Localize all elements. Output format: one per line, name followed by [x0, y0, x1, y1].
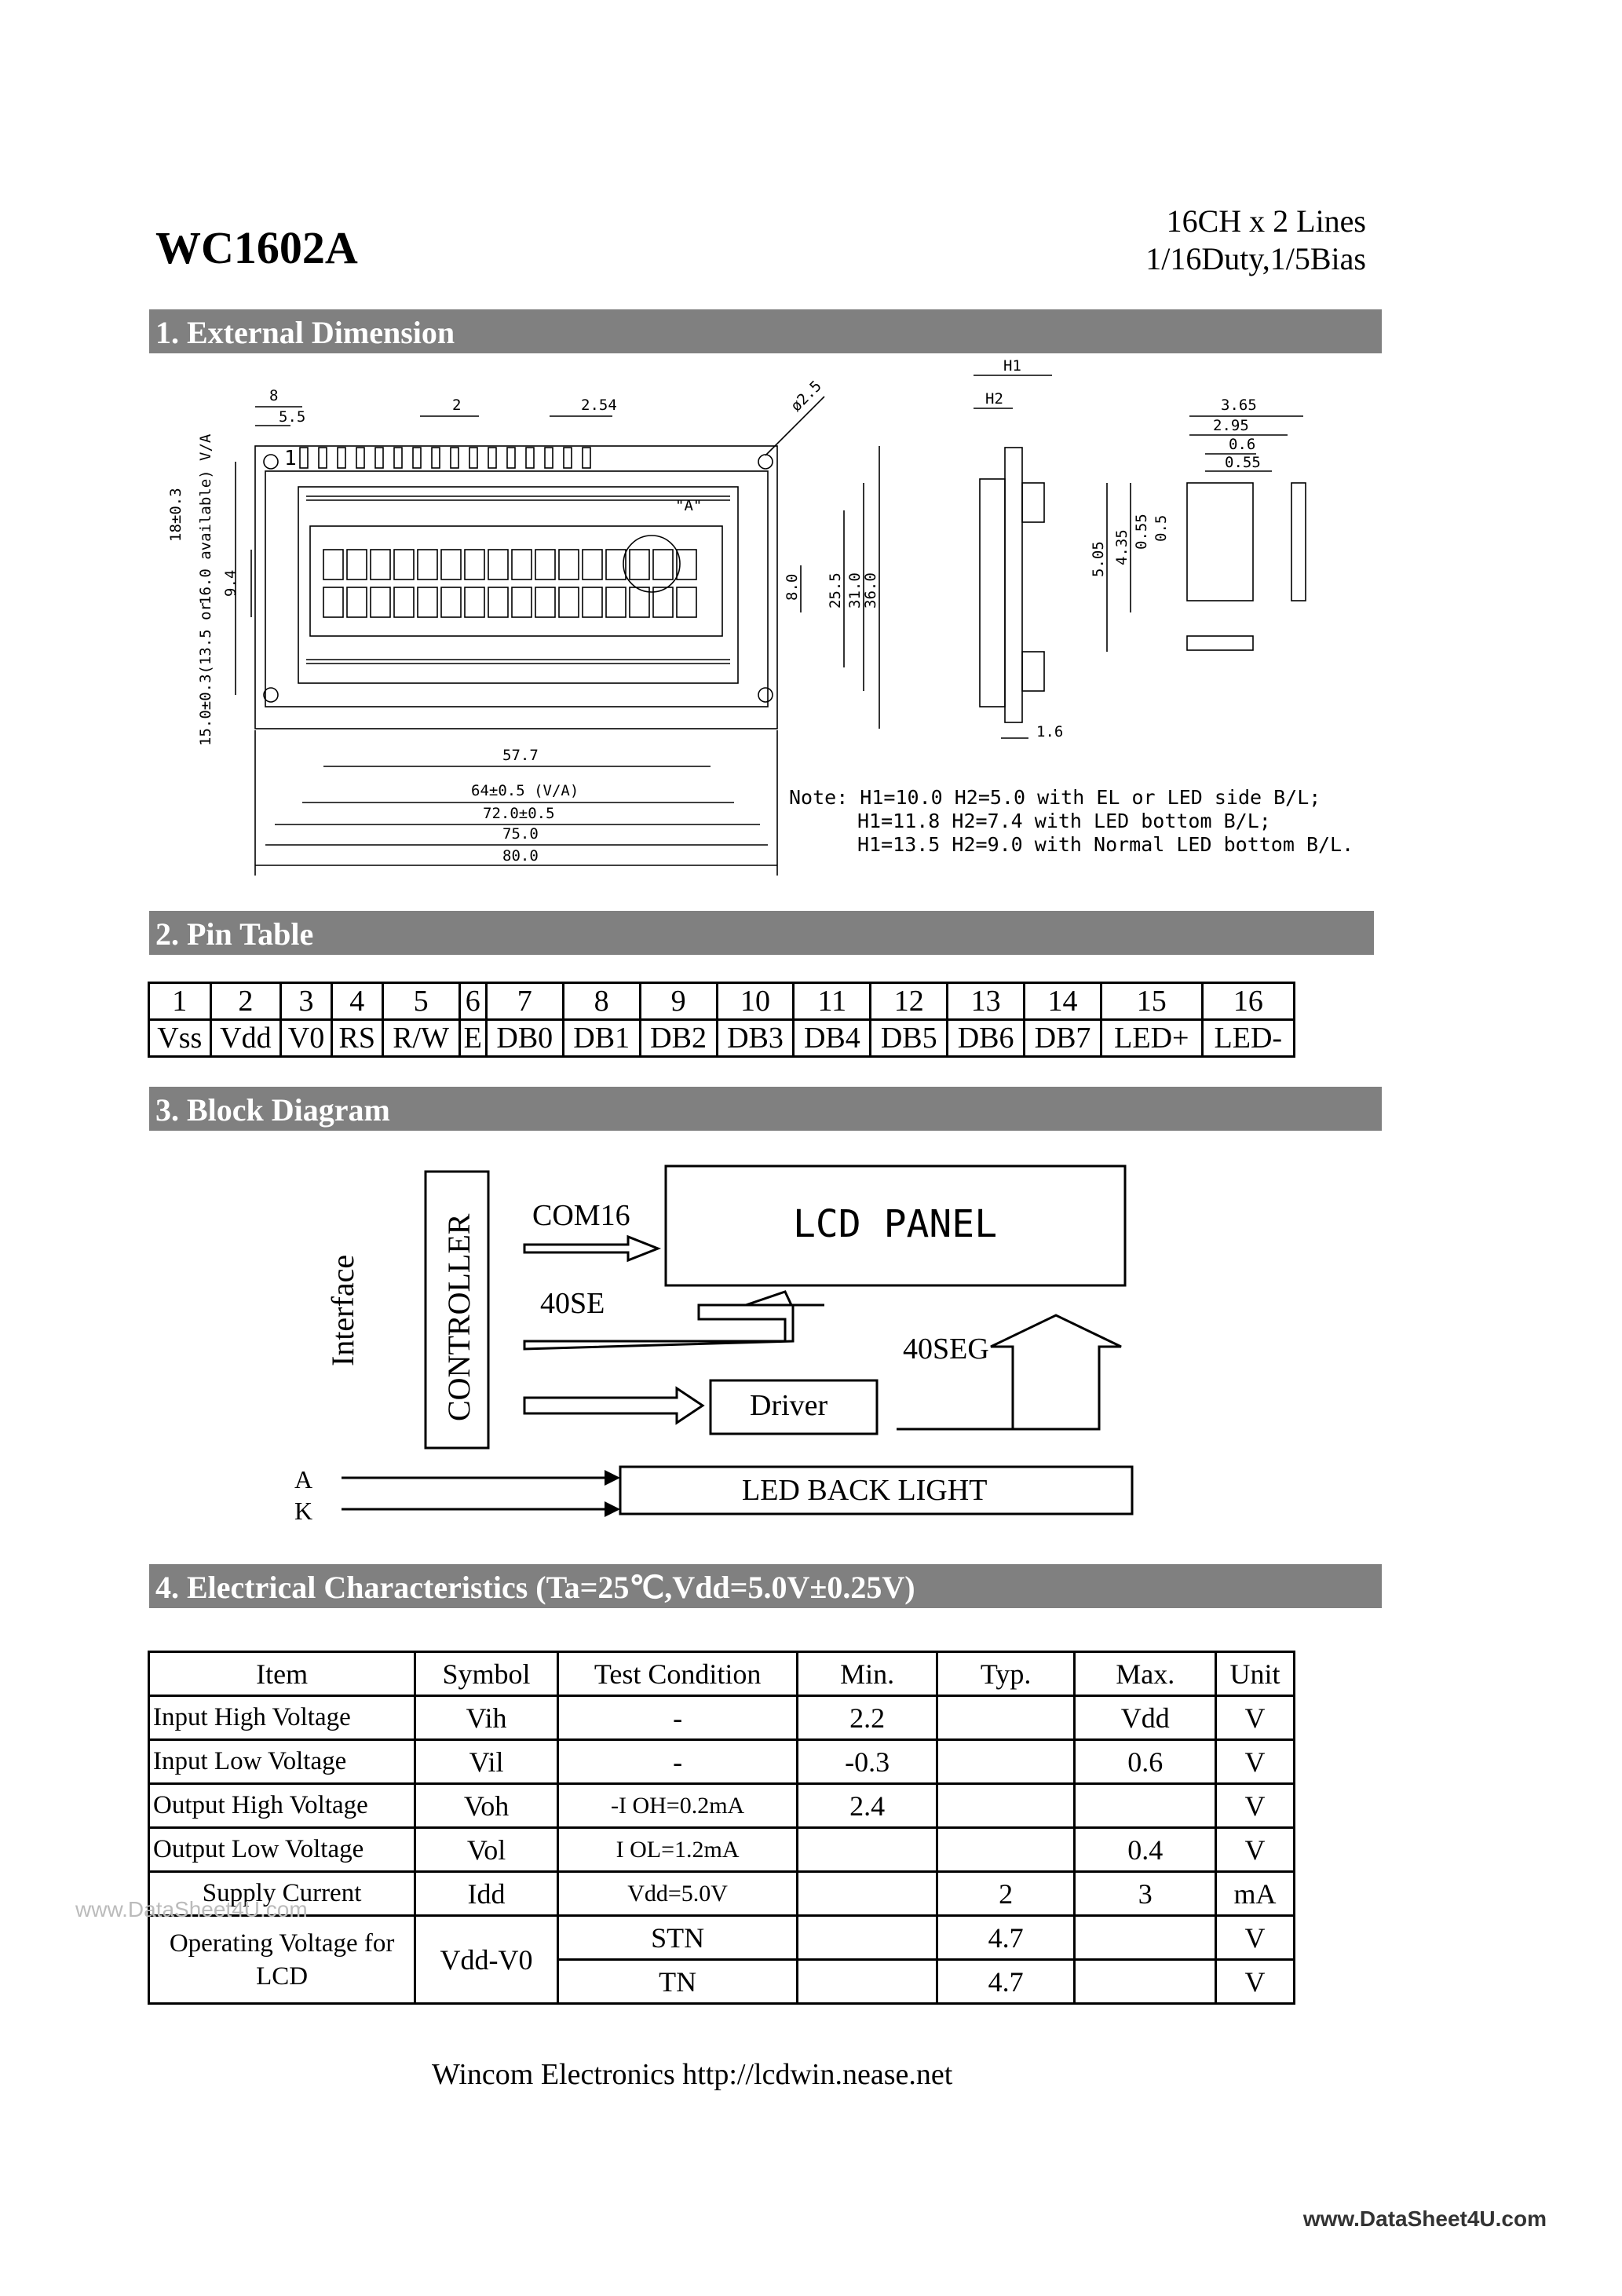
table-row: [149, 1784, 1295, 1828]
cell: -I OH=0.2mA: [557, 1784, 797, 1828]
pin-table: [148, 982, 1295, 1058]
cell: Operating Voltage for LCD: [149, 1916, 415, 2004]
pin-number: 13: [948, 983, 1025, 1020]
note-line: H1=11.8 H2=7.4 with LED bottom B/L;: [857, 810, 1271, 832]
pin-number: 9: [640, 983, 717, 1020]
dim-label: 36.0: [862, 572, 879, 609]
char-detail: [1187, 483, 1306, 650]
pin-number: 4: [331, 983, 382, 1020]
cell: [937, 1828, 1075, 1872]
column-header: Symbol: [415, 1652, 558, 1696]
dim-label: 2.95: [1213, 417, 1249, 434]
dim-label: 5.05: [1090, 541, 1107, 577]
cell: [1075, 1960, 1216, 2004]
dim-label: 64±0.5 (V/A): [471, 782, 579, 799]
dim-label: 15.0±0.3(13.5 or: [197, 601, 214, 746]
cell: [798, 1872, 937, 1916]
cell: Vdd=5.0V: [557, 1872, 797, 1916]
k-label: K: [294, 1497, 313, 1525]
detail-label: "A": [675, 497, 703, 514]
dim-label: 4.35: [1113, 529, 1131, 565]
pin-number-row: [149, 983, 1295, 1020]
section-bar-electrical: [149, 1564, 1382, 1608]
char-cells: [323, 550, 696, 617]
table-row: [149, 1740, 1295, 1784]
pin-name: RS: [331, 1020, 382, 1057]
pin-name: Vss: [149, 1020, 211, 1057]
section-title-electrical: 4. Electrical Characteristics (Ta=25℃,Vdd=5.0V±0.25V): [155, 1570, 915, 1605]
cell: Vol: [415, 1828, 558, 1872]
cell: Voh: [415, 1784, 558, 1828]
column-header: Item: [149, 1652, 415, 1696]
section-bar-pins: [149, 911, 1374, 955]
dim-label: 0.5: [1153, 514, 1170, 542]
block-diagram: [0, 1131, 1622, 1539]
pin-number: 1: [149, 983, 211, 1020]
cell: [1075, 1784, 1216, 1828]
cell: [937, 1740, 1075, 1784]
spec-line-2: 1/16Duty,1/5Bias: [1145, 241, 1366, 276]
dim-label: H1: [1003, 357, 1021, 375]
cell: V: [1216, 1740, 1295, 1784]
pin-name: DB0: [486, 1020, 563, 1057]
cell: -: [557, 1696, 797, 1740]
se-label: 40SE: [540, 1287, 605, 1320]
table-row: [149, 1696, 1295, 1740]
footer-company: Wincom Electronics http://lcdwin.nease.net: [432, 2058, 953, 2091]
cell: 2: [937, 1872, 1075, 1916]
seg-label: 40SEG: [903, 1333, 989, 1366]
cell: Vih: [415, 1696, 558, 1740]
side-view: [974, 375, 1052, 738]
dim-label: 80.0: [502, 847, 539, 865]
panel-label: LCD PANEL: [793, 1202, 998, 1246]
note-line: H1=13.5 H2=9.0 with Normal LED bottom B/L.: [857, 833, 1354, 856]
model-title: WC1602A: [155, 222, 358, 273]
driver-label: Driver: [750, 1389, 828, 1422]
cell: TN: [557, 1960, 797, 2004]
dim-label: 2.54: [581, 397, 617, 414]
pin-name: R/W: [382, 1020, 459, 1057]
dim-label: 18±0.3: [167, 488, 184, 542]
dim-label: 0.55: [1225, 454, 1261, 471]
pin1-label: 1: [284, 447, 297, 470]
cell: [798, 1916, 937, 1960]
column-header: Max.: [1075, 1652, 1216, 1696]
pin-number: 16: [1202, 983, 1294, 1020]
section-bar-dimension: [149, 309, 1382, 353]
cell: 2.2: [798, 1696, 937, 1740]
dim-label: 31.0: [846, 572, 864, 609]
dim-label: ø2.5: [787, 377, 825, 415]
arrow-k: [605, 1501, 620, 1517]
cell: V: [1216, 1916, 1295, 1960]
pin-number: 14: [1025, 983, 1101, 1020]
column-header: Min.: [798, 1652, 937, 1696]
pin-number: 8: [563, 983, 640, 1020]
cell: 4.7: [937, 1960, 1075, 2004]
section-title-dimension: 1. External Dimension: [155, 315, 455, 350]
pin-name: DB1: [563, 1020, 640, 1057]
dim-label: 3.65: [1221, 397, 1257, 414]
column-header: Typ.: [937, 1652, 1075, 1696]
column-header: Test Condition: [557, 1652, 797, 1696]
detail-a-circle: [623, 536, 680, 592]
pin-number: 6: [459, 983, 486, 1020]
mount-hole: [758, 455, 773, 469]
dim-label: 5.5: [279, 408, 306, 426]
cell: STN: [557, 1916, 797, 1960]
cell: [937, 1784, 1075, 1828]
column-header: Unit: [1216, 1652, 1295, 1696]
table-row: [149, 1828, 1295, 1872]
cell: Output High Voltage: [149, 1784, 415, 1828]
section-title-block: 3. Block Diagram: [155, 1092, 390, 1128]
pin-number: 5: [382, 983, 459, 1020]
dim-label: 72.0±0.5: [483, 805, 555, 822]
pin-number: 3: [281, 983, 332, 1020]
cell: 4.7: [937, 1916, 1075, 1960]
dim-label: 25.5: [827, 572, 844, 609]
pin-number: 12: [871, 983, 948, 1020]
table-row: [149, 1916, 1295, 1960]
cell: 0.6: [1075, 1740, 1216, 1784]
pin-row: [300, 448, 590, 468]
electrical-table: [148, 1651, 1295, 2005]
footer-site: www.DataSheet4U.com: [1302, 2206, 1547, 2231]
pin-number: 2: [210, 983, 281, 1020]
controller-label: CONTROLLER: [441, 1213, 477, 1421]
pin-name: E: [459, 1020, 486, 1057]
pin-name: LED+: [1101, 1020, 1202, 1057]
pin-number: 11: [794, 983, 871, 1020]
pin-name: DB7: [1025, 1020, 1101, 1057]
dim-label: 9.4: [222, 569, 239, 597]
cell: 0.4: [1075, 1828, 1216, 1872]
com-label: COM16: [532, 1199, 630, 1232]
pin-name-row: [149, 1020, 1295, 1057]
section-title-pins: 2. Pin Table: [155, 916, 314, 952]
pin-name: DB4: [794, 1020, 871, 1057]
pin-name: LED-: [1202, 1020, 1294, 1057]
cell: Vdd-V0: [415, 1916, 558, 2004]
cell: 3: [1075, 1872, 1216, 1916]
spec-summary: [1145, 203, 1366, 278]
dim-label: 8: [269, 387, 279, 404]
cell: mA: [1216, 1872, 1295, 1916]
pin-number: 10: [717, 983, 794, 1020]
mount-hole: [758, 688, 773, 702]
pin-number: 15: [1101, 983, 1202, 1020]
dim-label: 8.0: [784, 573, 801, 601]
cell: V: [1216, 1828, 1295, 1872]
cell: [937, 1696, 1075, 1740]
section-bar-block: [149, 1087, 1382, 1131]
cell: I OL=1.2mA: [557, 1828, 797, 1872]
interface-label: Interface: [325, 1254, 360, 1366]
dim-label: 0.55: [1133, 514, 1150, 550]
pin-name: DB2: [640, 1020, 717, 1057]
backlight-label: LED BACK LIGHT: [742, 1474, 988, 1507]
cell: [798, 1828, 937, 1872]
spec-line-1: 16CH x 2 Lines: [1166, 203, 1366, 239]
cell: Supply Current: [149, 1872, 415, 1916]
dim-label: 1.6: [1036, 723, 1064, 740]
cell: Input High Voltage: [149, 1696, 415, 1740]
cell: Vil: [415, 1740, 558, 1784]
viewing-area: [298, 487, 738, 683]
dim-label: 2: [452, 397, 462, 414]
pin-name: DB5: [871, 1020, 948, 1057]
pin-name: V0: [281, 1020, 332, 1057]
dim-label: H2: [985, 390, 1003, 408]
pin-name: DB3: [717, 1020, 794, 1057]
dimension-drawing: [0, 353, 1622, 903]
pin-name: DB6: [948, 1020, 1025, 1057]
mount-hole: [264, 455, 278, 469]
active-area: [310, 526, 722, 636]
dim-label: 0.6: [1229, 436, 1256, 453]
table-header-row: [149, 1652, 1295, 1696]
cell: -0.3: [798, 1740, 937, 1784]
pin-name: Vdd: [210, 1020, 281, 1057]
cell: V: [1216, 1784, 1295, 1828]
arrow-a: [605, 1470, 620, 1486]
watermark: www.DataSheet4U.com: [75, 1897, 308, 1921]
cell: 2.4: [798, 1784, 937, 1828]
cell: V: [1216, 1696, 1295, 1740]
note-line: Note: H1=10.0 H2=5.0 with EL or LED side B/L;: [789, 786, 1321, 809]
cell: Vdd: [1075, 1696, 1216, 1740]
dim-label: 57.7: [502, 747, 539, 764]
cell: Input Low Voltage: [149, 1740, 415, 1784]
pin-number: 7: [486, 983, 563, 1020]
cell: Idd: [415, 1872, 558, 1916]
cell: Output Low Voltage: [149, 1828, 415, 1872]
dim-label: 16.0 available) V/A: [197, 433, 214, 605]
cell: [1075, 1916, 1216, 1960]
table-row: [149, 1872, 1295, 1916]
cell: -: [557, 1740, 797, 1784]
dim-label: 75.0: [502, 825, 539, 843]
a-label: A: [294, 1465, 313, 1493]
cell: V: [1216, 1960, 1295, 2004]
cell: [798, 1960, 937, 2004]
